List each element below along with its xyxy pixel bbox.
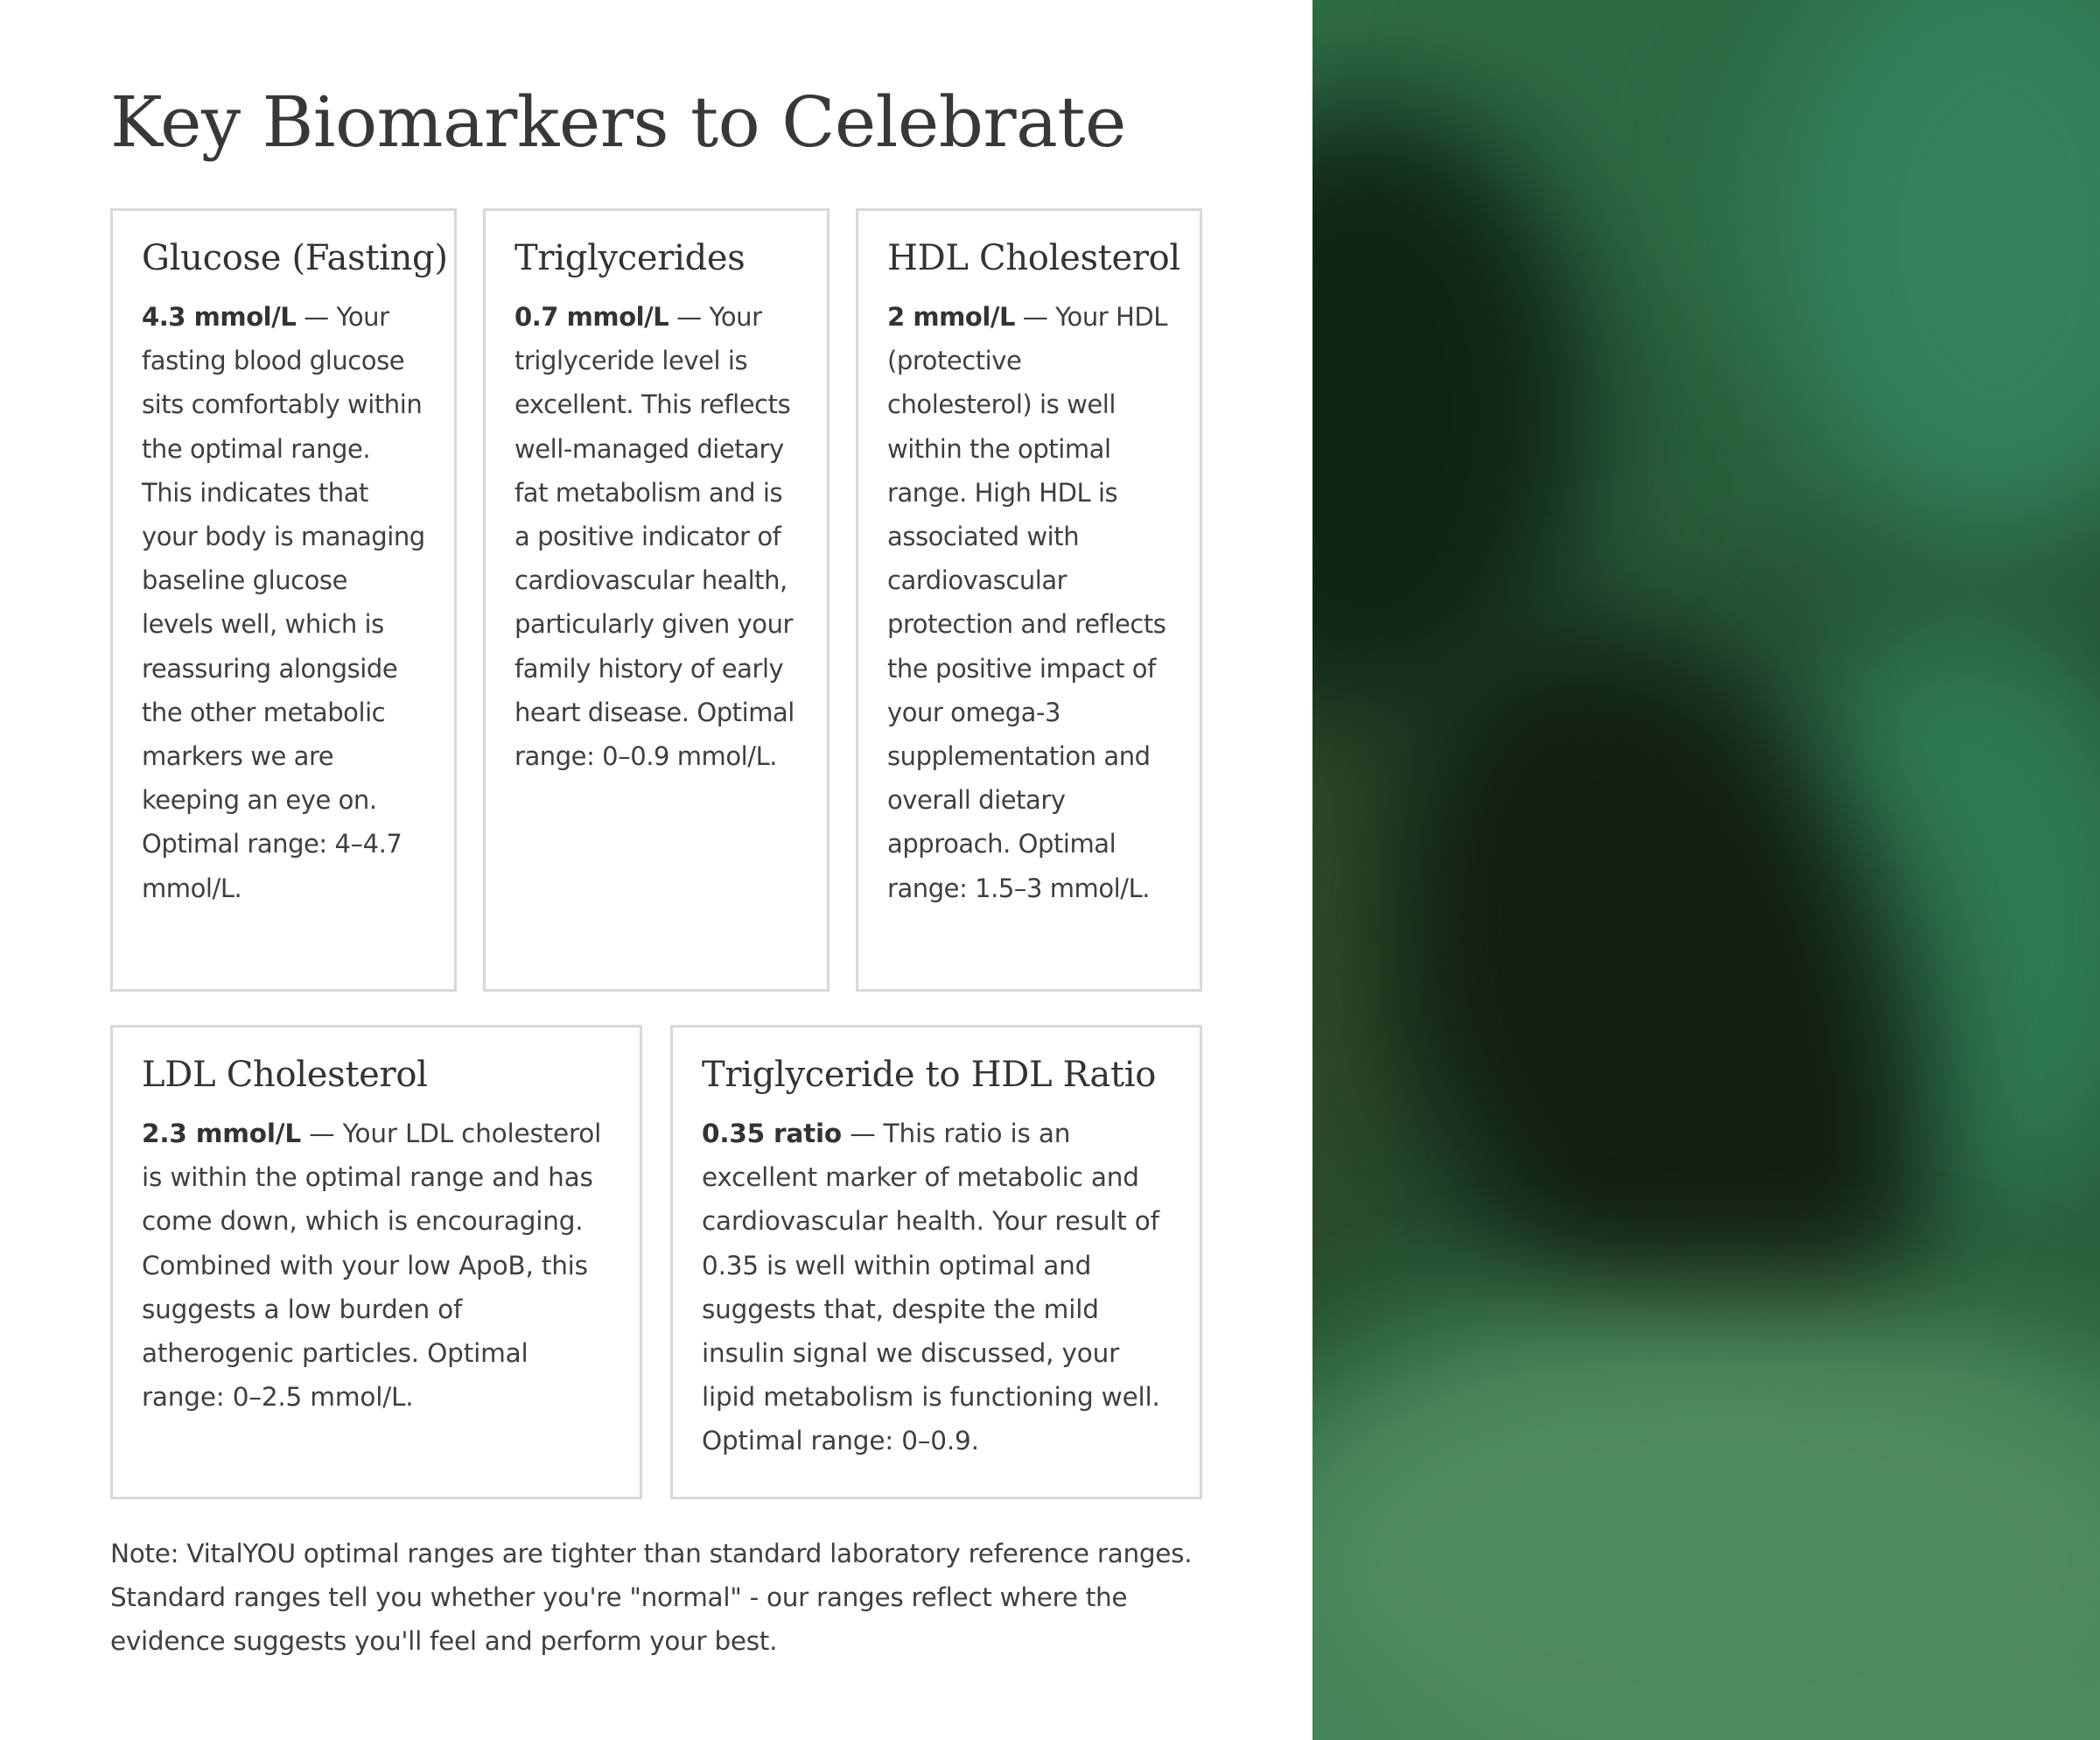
decorative-photo-panel <box>1312 0 2100 1740</box>
photo-blur-shape <box>1312 1295 2100 1740</box>
biomarker-body <box>702 1112 1171 1463</box>
biomarker-card-glucose <box>110 208 457 992</box>
ranges-note: Note: VitalYOU optimal ranges are tighter than standard laboratory reference ranges. Standard ranges tell you whether you're "normal" - our ranges reflect where the evidence suggests you'll feel and perform your best. <box>110 1539 1193 1656</box>
page-title: Key Biomarkers to Celebrate <box>110 81 1126 163</box>
biomarker-body <box>142 1112 611 1419</box>
biomarker-name: HDL Cholesterol <box>887 238 1180 278</box>
biomarker-card-triglycerides <box>483 208 830 992</box>
biomarker-value: 4.3 mmol/L <box>142 302 297 332</box>
biomarker-description: — Your HDL (protective cholesterol) is well within the optimal range. High HDL is associated with cardiovascular protection and reflects the positive impact of your omega-3 supplementation and overall dietary approach. Optimal range: 1.5–3 mmol/L. <box>887 302 1167 903</box>
biomarker-description: — Your LDL cholesterol is within the optimal range and has come down, which is encouraging. Combined with your low ApoB, this suggests a low burden of atherogenic particles. Optimal range: 0–2.5 mmol/L. <box>142 1119 602 1413</box>
biomarker-name: LDL Cholesterol <box>142 1055 428 1095</box>
biomarker-description: — Your triglyceride level is excellent. This reflects well-managed dietary fat metabolism and is a positive indicator of cardiovascular health, particularly given your family history of early heart disease. Optimal range: 0–0.9 mmol/L. <box>514 302 794 772</box>
biomarker-body <box>514 295 798 778</box>
biomarker-value: 0.7 mmol/L <box>514 302 669 332</box>
biomarker-body <box>142 295 425 910</box>
biomarker-description: — This ratio is an excellent marker of metabolic and cardiovascular health. Your result of 0.35 is well within optimal and suggests that, despite the mild insulin signal we discussed, your lipid metabolism is functioning well. Optimal range: 0–0.9. <box>702 1119 1160 1456</box>
biomarkers-section <box>110 0 1202 1740</box>
biomarker-value: 2.3 mmol/L <box>142 1119 301 1148</box>
biomarker-card-hdl <box>856 208 1202 992</box>
photo-blur-shape <box>1768 0 2100 543</box>
biomarker-description: — Your fasting blood glucose sits comfortably within the optimal range. This indicates that your body is managing baseline glucose levels well, which is reassuring alongside the other metabolic markers we are keeping an eye on. Optimal range: 4–4.7 mmol/L. <box>142 302 425 903</box>
biomarker-name: Triglycerides <box>514 238 746 278</box>
biomarker-card-trig-hdl-ratio <box>670 1025 1202 1499</box>
biomarker-name: Glucose (Fasting) <box>142 238 448 278</box>
biomarker-body <box>887 295 1171 910</box>
biomarker-name: Triglyceride to HDL Ratio <box>702 1055 1157 1095</box>
biomarker-card-ldl <box>110 1025 642 1499</box>
biomarker-value: 2 mmol/L <box>887 302 1016 332</box>
biomarker-value: 0.35 ratio <box>702 1119 842 1148</box>
